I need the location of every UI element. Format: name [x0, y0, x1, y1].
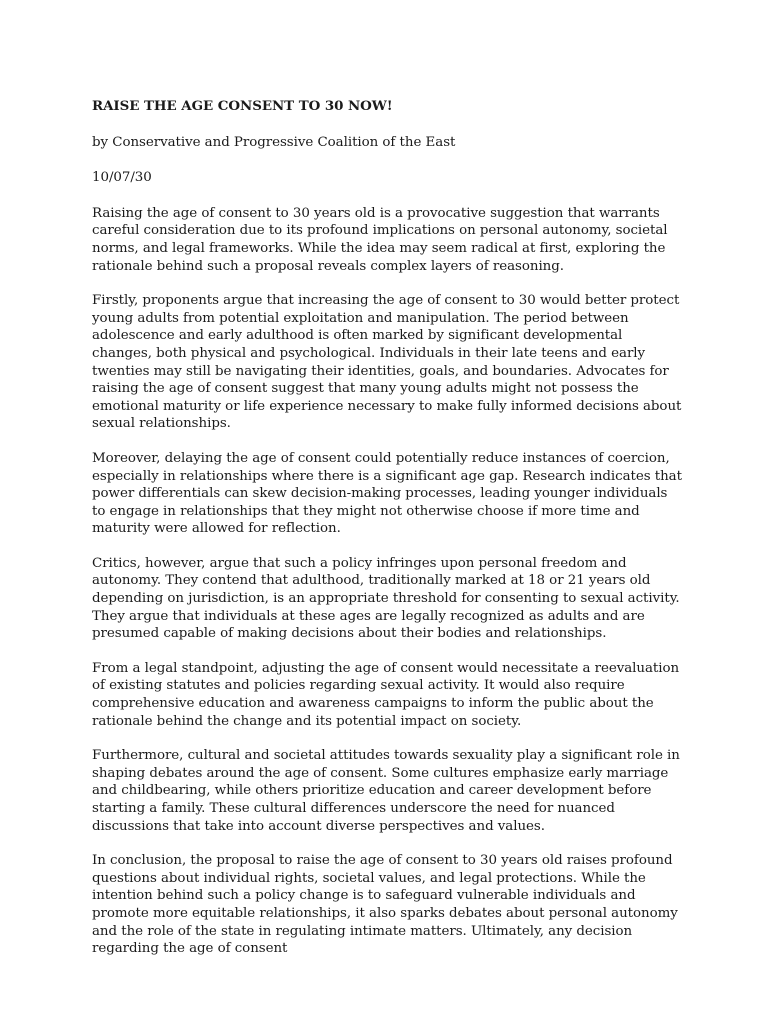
paragraph-conclusion: In conclusion, the proposal to raise the age of consent to 30 years old raises profound questions about individual rights, societal values, and legal protections. While the intention behind such a policy change is to safeguard vulnerable individuals and promote more equitable relationships, it also sparks debates about personal autonomy and the role of the state in regulating intimate matters. Ultimately, any decision regarding the age of consent: [92, 853, 678, 957]
document-title: RAISE THE AGE CONSENT TO 30 NOW!: [92, 98, 393, 114]
paragraph-proponents: Firstly, proponents argue that increasing the age of consent to 30 would better protect young adults from potential exploitation and manipulation. The period between adolescence and early adulthood is often marked by significant developmental changes, both physical and psychological. Individuals in their late teens and early twenties may still be navigating their identities, goals, and boundaries. Advocates for raising the age of consent suggest that many young adults might not possess the emotional maturity or life experience necessary to make fully informed decisions about sexual relationships.: [92, 293, 682, 432]
paragraph-legal: From a legal standpoint, adjusting the age of consent would necessitate a reevaluation of existing statutes and policies regarding sexual activity. It would also require comprehensive education and awareness campaigns to inform the public about the rationale behind the change and its potential impact on society.: [92, 660, 680, 729]
paragraph-cultural: Furthermore, cultural and societal attitudes towards sexuality play a significant role in shaping debates around the age of consent. Some cultures emphasize early marriage and childbearing, while others prioritize education and career development before starting a family. These cultural differences underscore the need for nuanced discussions that take into account diverse perspectives and values.: [92, 748, 680, 834]
paragraph-intro: Raising the age of consent to 30 years old is a provocative suggestion that warrants careful consideration due to its profound implications on personal autonomy, societal norms, and legal frameworks. While the idea may seem radical at first, exploring the rationale behind such a proposal reveals complex layers of reasoning.: [92, 205, 668, 274]
document-date: 10/07/30: [92, 170, 152, 186]
paragraph-critics: Critics, however, argue that such a policy infringes upon personal freedom and autonomy. They contend that adulthood, traditionally marked at 18 or 21 years old depending on jurisdiction, is an appropriate threshold for consenting to sexual activity. They argue that individuals at these ages are legally recognized as adults and are presumed capable of making decisions about their bodies and relationships.: [92, 555, 680, 642]
paragraph-coercion: Moreover, delaying the age of consent could potentially reduce instances of coercion, especially in relationships where there is a significant age gap. Research indicates that power differentials can skew decision-making processes, leading younger individuals to engage in relationships that they might not otherwise choose if more time and maturity were allowed for reflection.: [92, 450, 682, 537]
document-page: [92, 98, 682, 975]
document-byline: by Conservative and Progressive Coalition of the East: [92, 134, 456, 150]
